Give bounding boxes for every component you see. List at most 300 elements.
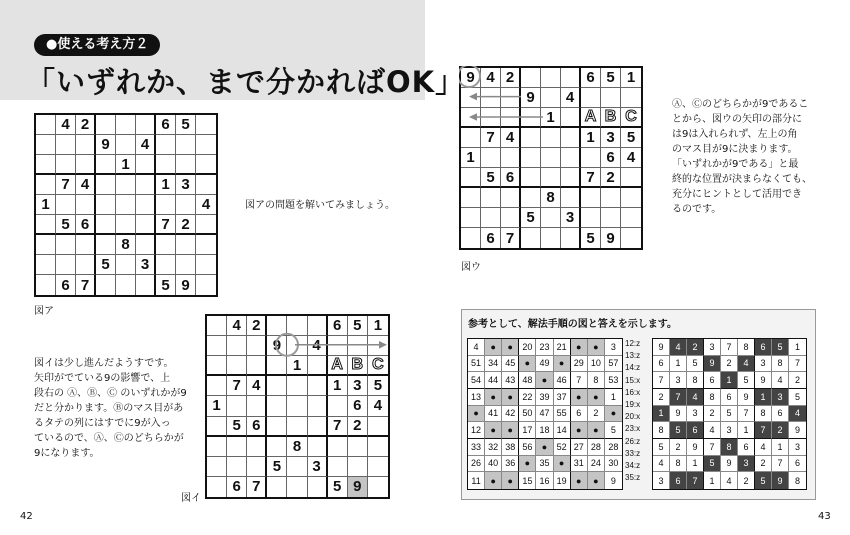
cell-r4c9: 1: [605, 389, 622, 406]
cell-r1c2: 4: [56, 115, 76, 135]
cell-r8c5: 35: [536, 456, 553, 473]
cell-r7c8: 1: [772, 439, 789, 456]
arrow-head: [379, 341, 387, 349]
cell-r5c5: [116, 195, 136, 215]
cell-r2c6: 4: [308, 336, 328, 356]
cell-r3c8: B: [601, 108, 621, 128]
cell-r8c1: 26: [468, 456, 485, 473]
cell-r1c4: 3: [704, 339, 721, 356]
cell-r9c6: [136, 275, 156, 295]
cell-r5c5: 47: [536, 406, 553, 423]
cell-r7c5: 8: [287, 437, 307, 457]
cell-r2c5: [116, 135, 136, 155]
cell-r8c7: [156, 255, 176, 275]
cell-r8c5: 9: [721, 456, 738, 473]
cell-r9c7: 5: [581, 228, 601, 248]
steps-grid: [467, 338, 623, 490]
cell-r1c8: 5: [176, 115, 196, 135]
text-line: 充分にヒントとして活用でき: [672, 189, 802, 200]
cell-r5c3: 3: [687, 406, 704, 423]
cell-r1c2: ●: [485, 339, 502, 356]
cell-r4c4: 8: [704, 389, 721, 406]
text-line: のマス目が9に決まります。: [672, 144, 798, 155]
cell-r4c2: 7: [227, 376, 247, 396]
cell-r3c3: [76, 155, 96, 175]
cell-r7c7: 27: [571, 439, 588, 456]
cell-r6c8: ●: [588, 422, 605, 439]
cell-r5c9: ●: [605, 406, 622, 423]
cell-r4c6: [136, 175, 156, 195]
cell-r9c9: [196, 275, 216, 295]
cell-r5c4: [96, 195, 116, 215]
text-line: 13:z: [625, 351, 641, 361]
section-tag: ●使える考え方２: [34, 34, 160, 56]
cell-r1c7: 6: [755, 339, 772, 356]
cell-r1c3: ●: [502, 339, 519, 356]
cell-r2c9: 57: [605, 356, 622, 373]
cell-r6c8: 2: [772, 422, 789, 439]
cell-r2c4: 9: [267, 336, 287, 356]
cell-r2c2: 1: [670, 356, 687, 373]
cell-r5c9: 4: [789, 406, 806, 423]
text-line: 19:x: [625, 400, 641, 410]
text-line: 35:z: [625, 473, 641, 483]
cell-r4c1: 13: [468, 389, 485, 406]
cell-r9c3: 7: [247, 477, 267, 497]
cell-r3c8: [176, 155, 196, 175]
cell-r4c3: ●: [502, 389, 519, 406]
cell-r7c5: 8: [541, 188, 561, 208]
cell-r1c1: 9: [461, 68, 481, 88]
cell-r1c1: 9: [653, 339, 670, 356]
cell-r3c1: 54: [468, 372, 485, 389]
cell-r1c4: [96, 115, 116, 135]
cell-r8c4: 5: [704, 456, 721, 473]
cell-r7c3: [76, 235, 96, 255]
cell-r5c3: 42: [502, 406, 519, 423]
cell-r1c9: 3: [605, 339, 622, 356]
fig-i-annotations: [205, 314, 390, 499]
cell-r6c6: 14: [554, 422, 571, 439]
text-line: るのです。: [672, 204, 722, 215]
cell-r6c4: [96, 215, 116, 235]
cell-r9c8: 9: [601, 228, 621, 248]
cell-r1c9: 1: [368, 316, 388, 336]
cell-r7c9: 3: [789, 439, 806, 456]
cell-r5c8: [176, 195, 196, 215]
cell-r9c1: 3: [653, 472, 670, 489]
cell-r2c2: [56, 135, 76, 155]
cell-r6c1: 8: [653, 422, 670, 439]
step-labels: [625, 338, 649, 484]
cell-r6c5: [116, 215, 136, 235]
cell-r2c3: 45: [502, 356, 519, 373]
cell-r4c4: 22: [519, 389, 536, 406]
cell-r6c5: 3: [721, 422, 738, 439]
cell-r2c9: [196, 135, 216, 155]
cell-r4c1: [36, 175, 56, 195]
text-fig-a: 図アの問題を解いてみましょう。: [245, 200, 395, 211]
cell-r9c4: 1: [704, 472, 721, 489]
cell-r9c3: 7: [76, 275, 96, 295]
cell-r1c6: [136, 115, 156, 135]
cell-r3c5: ●: [536, 372, 553, 389]
cell-r6c9: 9: [789, 422, 806, 439]
cell-r8c2: 8: [670, 456, 687, 473]
cell-r7c2: 2: [670, 439, 687, 456]
cell-r3c3: 8: [687, 372, 704, 389]
cell-r8c8: 7: [772, 456, 789, 473]
cell-r1c8: 5: [601, 68, 621, 88]
cell-r4c7: 1: [755, 389, 772, 406]
answer-grid: [652, 338, 807, 490]
cell-r5c8: 6: [601, 148, 621, 168]
cell-r7c2: [56, 235, 76, 255]
cell-r4c3: 4: [247, 376, 267, 396]
cell-r9c4: 15: [519, 472, 536, 489]
cell-r3c9: 53: [605, 372, 622, 389]
text-line: 34:z: [625, 461, 641, 471]
cell-r1c3: 2: [76, 115, 96, 135]
cell-r8c7: 31: [571, 456, 588, 473]
cell-r9c6: 2: [738, 472, 755, 489]
cell-r1c5: 7: [721, 339, 738, 356]
cell-r8c9: 30: [605, 456, 622, 473]
text-line: 段右の Ⓐ、Ⓑ、Ⓒ のいずれかが9: [34, 388, 187, 399]
text-fig-u: [672, 97, 822, 217]
cell-r5c1: 1: [461, 148, 481, 168]
cell-r5c1: 1: [207, 396, 227, 416]
highlight-circle: [276, 334, 298, 356]
cell-r6c3: 6: [247, 417, 267, 437]
cell-r4c3: 4: [76, 175, 96, 195]
cell-r3c9: C: [368, 356, 388, 376]
cell-r3c6: 46: [554, 372, 571, 389]
cell-r3c5: 1: [287, 356, 307, 376]
cell-r9c1: 11: [468, 472, 485, 489]
cell-r3c9: [196, 155, 216, 175]
cell-r3c4: 48: [519, 372, 536, 389]
cell-r1c2: 4: [670, 339, 687, 356]
cell-r3c2: 44: [485, 372, 502, 389]
cell-r4c3: 4: [687, 389, 704, 406]
cell-r3c6: [136, 155, 156, 175]
cell-r4c9: [196, 175, 216, 195]
cell-r2c3: [76, 135, 96, 155]
cell-r9c9: 8: [794, 475, 800, 486]
text-fig-i: [34, 356, 194, 461]
cell-r6c4: 4: [704, 422, 721, 439]
cell-r8c3: 36: [502, 456, 519, 473]
text-line: 26:z: [625, 436, 641, 446]
cell-r4c9: 5: [368, 376, 388, 396]
cell-r6c3: 6: [687, 422, 704, 439]
cell-r6c7: 7: [755, 422, 772, 439]
cell-r1c8: 5: [772, 339, 789, 356]
text-line: は9は入れられず、左上の角: [672, 129, 798, 140]
text-line: 16:x: [625, 387, 641, 397]
cell-r4c2: 7: [56, 175, 76, 195]
cell-r6c2: 5: [56, 215, 76, 235]
cell-r1c9: 1: [789, 339, 806, 356]
cell-r9c8: 9: [772, 472, 789, 489]
text-line: ているので、Ⓐ、Ⓒのどちらかが: [34, 433, 184, 444]
cell-r5c9: 4: [621, 148, 641, 168]
cell-r7c9: [196, 235, 216, 255]
cell-r1c3: 2: [687, 339, 704, 356]
cell-r2c4: ●: [519, 356, 536, 373]
cell-r4c8: 3: [601, 128, 621, 148]
text-line: 図イは少し進んだようすです。: [34, 358, 174, 369]
cell-r2c6: 4: [561, 88, 581, 108]
cell-r4c7: 1: [581, 128, 601, 148]
cell-r7c4: 7: [704, 439, 721, 456]
cell-r3c5: 1: [116, 155, 136, 175]
cell-r6c3: ●: [502, 422, 519, 439]
cell-r8c1: [36, 255, 56, 275]
cell-r7c7: 4: [755, 439, 772, 456]
cell-r6c2: 5: [227, 417, 247, 437]
cell-r4c6: 37: [554, 389, 571, 406]
cell-r3c3: 43: [502, 372, 519, 389]
cell-r3c1: 7: [653, 372, 670, 389]
cell-r9c1: [36, 275, 56, 295]
cell-r1c7: 6: [156, 115, 176, 135]
cell-r8c4: 5: [96, 255, 116, 275]
cell-r5c4: 2: [704, 406, 721, 423]
text-line: 矢印がでている9の影響で、上: [34, 373, 171, 384]
cell-r3c4: 6: [704, 372, 721, 389]
text-line: とから、図ウの矢印の部分に: [672, 114, 802, 125]
cell-r7c8: [176, 235, 196, 255]
cell-r4c7: 1: [328, 376, 348, 396]
cell-r9c2: 6: [56, 275, 76, 295]
cell-r3c7: [156, 155, 176, 175]
cell-r6c1: 12: [468, 422, 485, 439]
cell-r8c4: 5: [521, 208, 541, 228]
cell-r9c7: 5: [755, 472, 772, 489]
cell-r6c9: 5: [605, 422, 622, 439]
cell-r9c3: 7: [687, 472, 704, 489]
cell-r7c8: 28: [588, 439, 605, 456]
cell-r7c7: [156, 235, 176, 255]
cell-r3c4: [96, 155, 116, 175]
cell-r1c9: [196, 115, 216, 135]
cell-r9c3: 7: [501, 228, 521, 248]
cell-r1c3: 2: [501, 68, 521, 88]
cell-r8c6: 3: [136, 255, 156, 275]
cell-r1c3: 2: [247, 316, 267, 336]
cell-r1c4: 20: [519, 339, 536, 356]
cell-r1c2: 4: [481, 68, 501, 88]
cell-r8c9: 6: [789, 456, 806, 473]
cell-r4c9: 5: [621, 128, 641, 148]
cell-r1c1: [36, 115, 56, 135]
text-line: 33:z: [625, 448, 641, 458]
cell-r8c6: 3: [308, 457, 328, 477]
cell-r2c8: 10: [588, 356, 605, 373]
highlight-circle: [459, 66, 480, 87]
cell-r2c7: [156, 135, 176, 155]
cell-r9c8: 9: [176, 275, 196, 295]
cell-r8c1: 4: [653, 456, 670, 473]
cell-r3c1: [36, 155, 56, 175]
text-line: だと分かります。Ⓑのマス目があ: [34, 403, 184, 414]
cell-r2c9: 7: [789, 356, 806, 373]
cell-r3c7: 9: [755, 372, 772, 389]
cell-r3c7: A: [581, 108, 601, 128]
page-number-left: 42: [20, 511, 33, 522]
cell-r2c5: 2: [721, 356, 738, 373]
cell-r7c3: 38: [502, 439, 519, 456]
cell-r4c8: 3: [772, 389, 789, 406]
cell-r6c9: [196, 215, 216, 235]
cell-r6c7: 7: [581, 168, 601, 188]
cell-r3c7: 7: [571, 372, 588, 389]
cell-r7c1: [36, 235, 56, 255]
cell-r8c3: 1: [687, 456, 704, 473]
cell-r2c2: 34: [485, 356, 502, 373]
cell-r8c4: ●: [519, 456, 536, 473]
cell-r9c6: 19: [554, 472, 571, 489]
cell-r1c7: 6: [581, 68, 601, 88]
cell-r9c5: 4: [721, 472, 738, 489]
cell-r5c9: 4: [368, 396, 388, 416]
cell-r1c5: [116, 115, 136, 135]
cell-r4c9: 5: [789, 389, 806, 406]
text-line: 14:z: [625, 363, 641, 373]
cell-r7c5: 8: [721, 439, 738, 456]
cell-r6c7: 7: [328, 417, 348, 437]
cell-r8c8: [176, 255, 196, 275]
arrow-head-1: [469, 93, 477, 101]
cell-r9c2: 6: [227, 477, 247, 497]
cell-r7c2: 32: [485, 439, 502, 456]
text-line: 9になります。: [34, 448, 100, 459]
cell-r3c5: 1: [541, 108, 561, 128]
cell-r9c5: [116, 275, 136, 295]
cell-r4c5: 6: [721, 389, 738, 406]
cell-r6c1: [36, 215, 56, 235]
cell-r7c1: 5: [653, 439, 670, 456]
cell-r7c6: 52: [554, 439, 571, 456]
cell-r8c2: [56, 255, 76, 275]
cell-r2c8: [176, 135, 196, 155]
cell-r5c8: 2: [588, 406, 605, 423]
cell-r2c1: 6: [653, 356, 670, 373]
cell-r1c6: 21: [554, 339, 571, 356]
cell-r8c7: 2: [755, 456, 772, 473]
cell-r5c5: 5: [721, 406, 738, 423]
cell-r3c9: 2: [789, 372, 806, 389]
cell-r4c5: [116, 175, 136, 195]
cell-r2c7: 29: [571, 356, 588, 373]
text-line: Ⓐ、Ⓒのどちらかが9であるこ: [672, 99, 809, 110]
text-line: 23:x: [625, 424, 641, 434]
cell-r1c8: 5: [348, 316, 368, 336]
cell-r4c1: 2: [653, 389, 670, 406]
cell-r3c8: 8: [588, 372, 605, 389]
cell-r7c5: ●: [536, 439, 553, 456]
cell-r9c9: 9: [610, 475, 616, 486]
cell-r7c6: 6: [738, 439, 755, 456]
cell-r4c6: 9: [738, 389, 755, 406]
reference-title: 参考として、解法手順の図と答えを示します。: [468, 319, 677, 330]
cell-r9c2: 6: [670, 472, 687, 489]
text-line: 終的な位置が決まらなくても、: [672, 174, 812, 185]
cell-r6c2: ●: [485, 422, 502, 439]
arrow-head-2: [469, 113, 477, 121]
cell-r1c6: 8: [738, 339, 755, 356]
cell-r1c8: ●: [588, 339, 605, 356]
cell-r7c5: 8: [116, 235, 136, 255]
cell-r7c4: 56: [519, 439, 536, 456]
page-number-right: 43: [818, 511, 831, 522]
cell-r2c4: 9: [521, 88, 541, 108]
cell-r1c2: 4: [227, 316, 247, 336]
cell-r9c8: 9: [348, 477, 368, 497]
cell-r6c3: 6: [76, 215, 96, 235]
cell-r2c3: 5: [687, 356, 704, 373]
cell-r5c8: 6: [348, 396, 368, 416]
cell-r2c6: 4: [136, 135, 156, 155]
puzzle-fig-a: [34, 113, 218, 297]
cell-r4c2: 7: [670, 389, 687, 406]
cell-r6c8: 2: [348, 417, 368, 437]
caption-fig-a: 図ア: [34, 306, 54, 317]
cell-r2c5: 49: [536, 356, 553, 373]
text-line: 20:x: [625, 412, 641, 422]
text-line: るタテの列にはすでに9が入っ: [34, 418, 171, 429]
cell-r5c2: 9: [670, 406, 687, 423]
cell-r3c8: 4: [772, 372, 789, 389]
cell-r9c3: ●: [502, 472, 519, 489]
cell-r9c7: 5: [156, 275, 176, 295]
cell-r7c6: [136, 235, 156, 255]
cell-r7c1: 33: [468, 439, 485, 456]
cell-r5c8: 6: [772, 406, 789, 423]
caption-fig-i: 図イ: [181, 493, 201, 504]
cell-r5c9: 4: [196, 195, 216, 215]
cell-r6c2: 5: [670, 422, 687, 439]
cell-r1c1: 4: [468, 339, 485, 356]
cell-r9c7: 5: [328, 477, 348, 497]
cell-r4c7: ●: [571, 389, 588, 406]
text-line: 12:z: [625, 339, 641, 348]
cell-r3c8: B: [348, 356, 368, 376]
cell-r5c3: [76, 195, 96, 215]
cell-r4c8: ●: [588, 389, 605, 406]
cell-r2c4: 9: [96, 135, 116, 155]
cell-r1c9: 1: [621, 68, 641, 88]
cell-r3c6: 5: [738, 372, 755, 389]
page-title: 「いずれか、まで分かればOK」: [26, 65, 466, 99]
cell-r3c5: 1: [721, 372, 738, 389]
cell-r4c3: 4: [501, 128, 521, 148]
cell-r6c7: ●: [571, 422, 588, 439]
cell-r7c9: 28: [605, 439, 622, 456]
cell-r7c4: [96, 235, 116, 255]
cell-r5c2: 41: [485, 406, 502, 423]
cell-r4c7: 1: [156, 175, 176, 195]
cell-r4c8: 3: [176, 175, 196, 195]
cell-r5c1: ●: [468, 406, 485, 423]
cell-r6c4: 17: [519, 422, 536, 439]
cell-r4c5: 39: [536, 389, 553, 406]
cell-r8c5: [116, 255, 136, 275]
cell-r5c1: 1: [653, 406, 670, 423]
cell-r5c6: 55: [554, 406, 571, 423]
